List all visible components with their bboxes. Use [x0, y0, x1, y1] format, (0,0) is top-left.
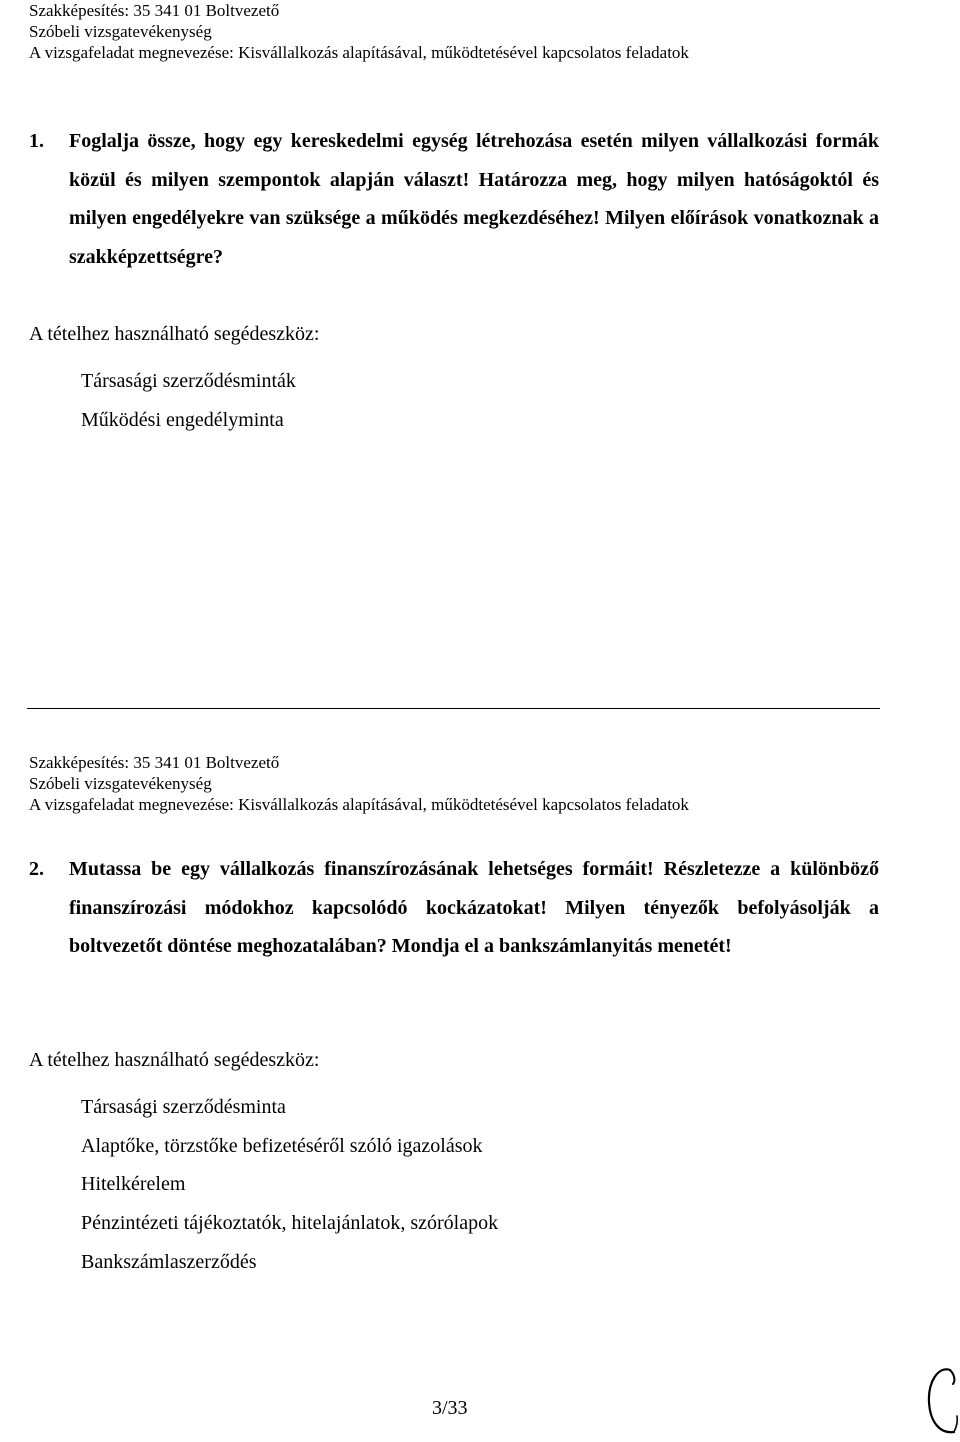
header-exam-type: Szóbeli vizsgatevékenység [29, 774, 212, 793]
page-number: 3/33 [432, 1397, 468, 1419]
question-2-aids-list [81, 1088, 498, 1282]
header-task-name: A vizsgafeladat megnevezése: Kisvállalkozás alapításával, működtetésével kapcsolatos feladatok [29, 795, 689, 814]
aid-item: Bankszámlaszerződés [81, 1250, 257, 1273]
aid-item: Alaptőke, törzstőke befizetéséről szóló igazolások [81, 1134, 483, 1157]
aid-item: Pénzintézeti tájékoztatók, hitelajánlatok, szórólapok [81, 1212, 499, 1235]
question-2-aids-title: A tételhez használható segédeszköz: [29, 1049, 320, 1071]
page-separator-line [27, 708, 880, 709]
page-header-second [29, 752, 689, 815]
question-1-aids-list [81, 362, 296, 440]
question-2-text: Mutassa be egy vállalkozás finanszírozásának lehetséges formáit! Részletezze a különböző finanszírozási módokhoz kapcsolódó kockázatokat! Milyen tényezők befolyásolják a boltvezetőt döntése meghozatalában? Mondja el a bankszámlanyitás menetét! [69, 858, 879, 957]
header-qualification: Szakképesítés: 35 341 01 Boltvezető [29, 753, 280, 772]
aid-item: Hitelkérelem [81, 1173, 186, 1196]
handwritten-initial-mark [920, 1360, 960, 1442]
header-exam-type: Szóbeli vizsgatevékenység [29, 22, 212, 41]
question-1-aids-title: A tételhez használható segédeszköz: [29, 323, 320, 345]
question-2-number: 2. [29, 858, 44, 880]
aid-item: Társasági szerződésminták [81, 370, 296, 392]
page-header-top [29, 0, 689, 63]
question-1-number: 1. [29, 130, 44, 152]
header-task-name: A vizsgafeladat megnevezése: Kisvállalkozás alapításával, működtetésével kapcsolatos feladatok [29, 43, 689, 62]
aid-item: Működési engedélyminta [81, 409, 284, 431]
question-1-text: Foglalja össze, hogy egy kereskedelmi egység létrehozása esetén milyen vállalkozási formák közül és milyen szempontok alapján választ! Határozza meg, hogy milyen hatóságoktól és milyen engedélyekre van szüksége a működés megkezdéséhez! Milyen előírások vonatkoznak a szakképzettségre? [69, 130, 879, 268]
header-qualification: Szakképesítés: 35 341 01 Boltvezető [29, 1, 280, 20]
aid-item: Társasági szerződésminta [81, 1096, 286, 1118]
